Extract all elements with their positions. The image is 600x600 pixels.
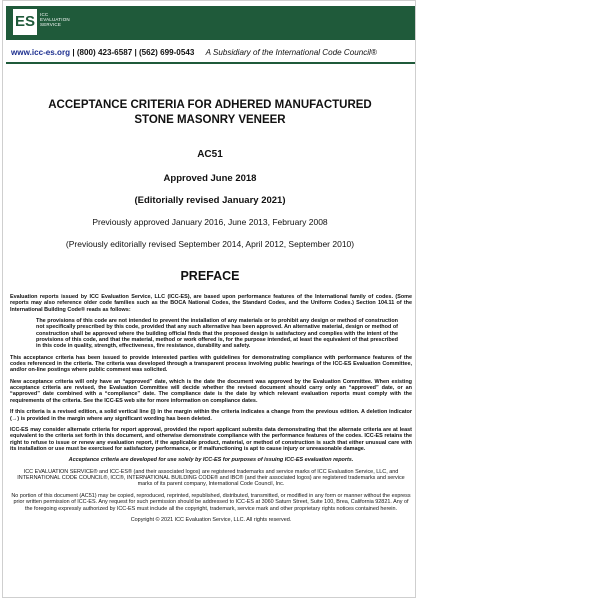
paragraph-5: If this criteria is a revised edition, a solid vertical line (|) in the margin within the criteria indicates a change from the previous edition. A deletion indicator (→) is provided in the margin where any significant wording has been deleted. bbox=[10, 409, 412, 422]
preface-heading: PREFACE bbox=[180, 269, 240, 283]
paragraph-6: ICC-ES may consider alternate criteria for report approval, provided the report applicant submits data demonstrating that the alternate criteria are at least equivalent to the criteria set forth in this document, and otherwise demonstrate compliance with the performance features of the codes. ICC-ES retains the right to refuse to issue or renew any evaluation report, if the applicable product, material, or method of construction is such that either unusual care with its installation or use must be exercised for satisfactory performance, or if malfunctioning is apt to cause injury or unreasonable damage. bbox=[10, 426, 412, 452]
separator: | bbox=[72, 48, 77, 57]
website-link[interactable]: www.icc-es.org bbox=[11, 48, 71, 57]
logo-line: EVALUATION bbox=[40, 17, 70, 22]
approved-date: Approved June 2018 bbox=[163, 173, 257, 184]
document-page bbox=[2, 0, 416, 598]
paragraph-3: This acceptance criteria has been issued to provide interested parties with guidelines for demonstrating compliance with performance features of the codes referenced in the criteria. The criteria was developed through a transparent process involving public hearings of the ICC-ES Evaluation Committee, and/or on-line postings where public comment was solicited. bbox=[10, 354, 412, 374]
separator: | bbox=[134, 48, 139, 57]
phone-2: (562) 699-0543 bbox=[138, 48, 195, 57]
header-rule bbox=[6, 62, 416, 64]
icc-es-logo: ES bbox=[13, 9, 37, 35]
reproduction-notice: No portion of this document (AC51) may be copied, reproduced, reprinted, republished, distributed, transmitted, or modified in any form or manner without the express prior written permission of ICC-ES. Any request for such permission should be addressed to ICC-ES at 3060 Saturn Street, Suite 100, Brea, California 92821. Any of the foregoing expressly authorized by ICC-ES must include all the copyright, trademark, service mark and other proprietary rights notices contained herein. bbox=[11, 492, 411, 512]
paragraph-4: New acceptance criteria will only have an “approved” date, which is the date the document was approved by the Evaluation Committee. When existing acceptance criteria are revised, the Evaluation Committee will decide whether the revised document should carry only an “approved” date, or an “approved” date combined with a “compliance” date. The compliance date is the date by which relevant evaluation reports must comply with the requirements of the criteria. See the ICC-ES web site for more information on compliance dates. bbox=[10, 378, 412, 404]
spacer bbox=[197, 48, 204, 57]
paragraph-1: Evaluation reports issued by ICC Evaluation Service, LLC (ICC-ES), are based upon performance features of the International family of codes. (Some reports may also reference older code families such as the BOCA National Codes, the Standard Codes, and the Uniform Codes.) Section 104.11 of the International Building Code® reads as follows: bbox=[10, 294, 412, 313]
subsidiary-text: A Subsidiary of the International Code Council® bbox=[205, 48, 377, 57]
preface-body bbox=[10, 294, 412, 528]
title-line-1: ACCEPTANCE CRITERIA FOR ADHERED MANUFACTURED bbox=[48, 99, 372, 111]
previous-approvals: Previously approved January 2016, June 2013, February 2008 bbox=[92, 217, 328, 227]
editorial-revision: (Editorially revised January 2021) bbox=[134, 195, 286, 206]
trademark-notice: ICC EVALUATION SERVICE® and ICC-ES® (and their associated logos) are registered trademarks and service marks of ICC Evaluation Service, LLC, and INTERNATIONAL CODE COUNCIL®, ICC®, INTERNATIONAL BUILDING CODE® and IBC® (and their associated logos) are registered trademarks and service marks of its parent company, International Code Council, Inc. bbox=[17, 468, 405, 488]
logo-text bbox=[40, 12, 70, 27]
criteria-code: AC51 bbox=[197, 149, 223, 160]
phone-1: (800) 423-6587 bbox=[76, 48, 133, 57]
paragraph-quote: The provisions of this code are not intended to prevent the installation of any materials or to prohibit any design or method of construction not specifically prescribed by this code, provided that any such alternative has been approved. An alternative material, design or method of construction shall be approved where the building official finds that the proposed design is satisfactory and complies with the intent of the provisions of this code, and that the material, method or work offered is, for the purpose intended, at least the equivalent of that prescribed in this code in quality, strength, effectiveness, fire resistance, durability and safety. bbox=[36, 318, 398, 350]
copyright-notice: Copyright © 2021 ICC Evaluation Service, LLC. All rights reserved. bbox=[130, 517, 292, 523]
title-line-2: STONE MASONRY VENEER bbox=[134, 114, 286, 126]
document-title bbox=[3, 98, 416, 128]
previous-editorial-revisions: (Previously editorially revised September 2014, April 2012, September 2010) bbox=[65, 239, 355, 249]
logo-line: SERVICE bbox=[40, 22, 62, 27]
paragraph-7: Acceptance criteria are developed for use solely by ICC-ES for purposes of issuing ICC-ES evaluation reports. bbox=[68, 457, 354, 464]
header-band bbox=[6, 6, 416, 40]
logo-line: ICC bbox=[40, 12, 49, 17]
contact-line bbox=[11, 48, 411, 57]
